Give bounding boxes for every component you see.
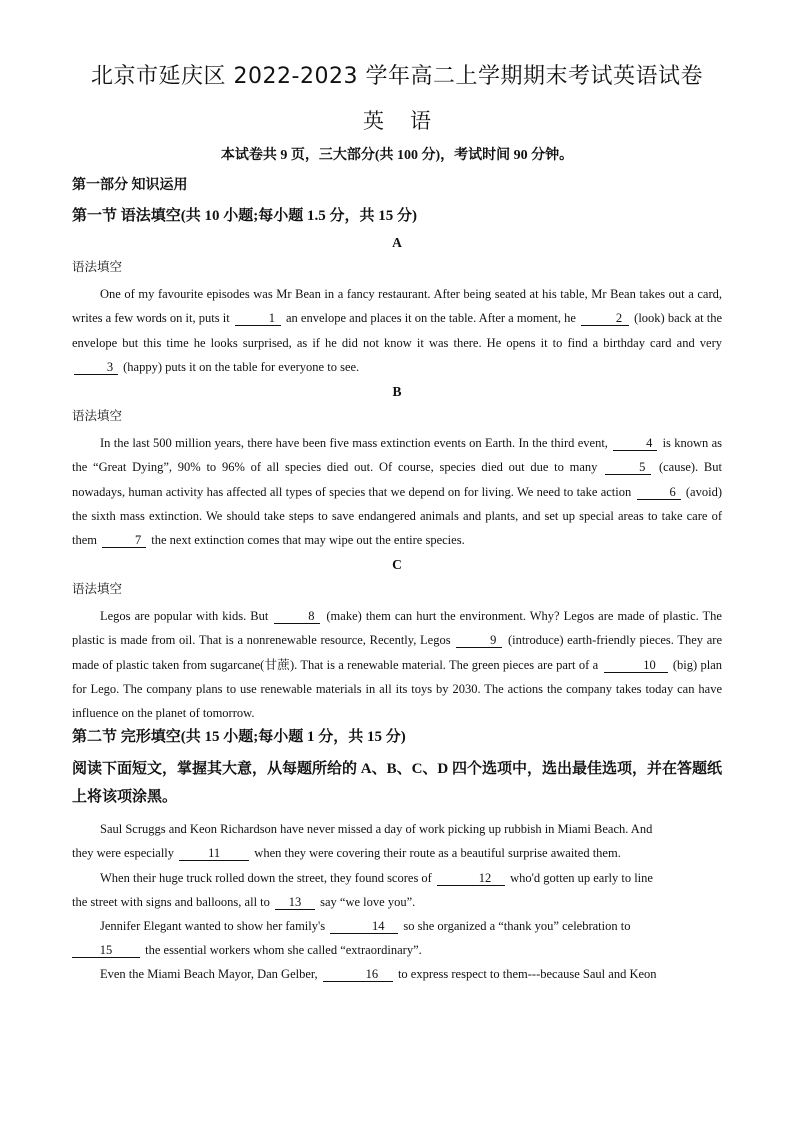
text-segment: (happy) puts it on the table for everyone to see. <box>120 359 360 374</box>
passage-b-text <box>72 431 722 552</box>
answer-blank-15[interactable]: 15 <box>72 943 140 958</box>
text-segment: (introduce) earth-friendly pieces. They are made of plastic taken from sugarcane(甘蔗). That is a renewable material. The green pieces are part of a <box>72 633 722 672</box>
answer-blank-4[interactable]: 4 <box>613 436 657 451</box>
cloze-instruction: 阅读下面短文，掌握其大意，从每题所给的 A、B、C、D 四个选项中，选出最佳选项，并在答题纸上将该项涂黑。 <box>72 761 723 806</box>
text-segment: One of my favourite episodes was Mr Bean in a fancy restaurant. After being seated at his table, Mr Bean takes out a card, writes a few words on it, puts it <box>72 287 722 326</box>
text-segment: when they were covering their route as a beautiful surprise awaited them. <box>251 846 621 861</box>
answer-blank-6[interactable]: 6 <box>637 485 681 500</box>
exam-page <box>72 62 722 987</box>
text-segment: In the last 500 million years, there have been five mass extinction events on Earth. In the third event, <box>100 436 612 451</box>
answer-blank-1[interactable]: 1 <box>235 311 281 326</box>
answer-blank-7[interactable]: 7 <box>102 533 146 548</box>
text-segment: (look) back at the envelope but this time he looks surprised, as if he did not know it was there. He opens it to find a birthday card and very <box>72 311 723 350</box>
subject-title: 英语 <box>363 109 457 133</box>
passage-c-tag: 语法填空 <box>72 581 123 597</box>
part-one-title: 第一部分 知识运用 <box>72 178 188 193</box>
text-segment: Jennifer Elegant wanted to show her family's <box>100 919 329 934</box>
cloze-line: Saul Scruggs and Keon Richardson have never missed a day of work picking up rubbish in Miami Beach. And <box>100 822 653 837</box>
passage-c-label: C <box>392 557 402 573</box>
exam-info: 本试卷共 9 页，三大部分(共 100 分)，考试时间 90 分钟。 <box>220 148 574 163</box>
cloze-line <box>72 914 722 938</box>
answer-blank-14[interactable]: 14 <box>330 919 398 934</box>
cloze-line <box>72 938 722 962</box>
passage-a-text <box>72 282 722 379</box>
text-segment: (cause). But nowadays, human activity has affected all types of species that we depend on for living. We need to take action <box>72 460 722 499</box>
passage-b-label: B <box>392 384 402 400</box>
text-segment: an envelope and places it on the table. After a moment, he <box>282 311 580 326</box>
text-segment: (big) plan for Lego. The company plans to use renewable materials in all its toys by 2030. The actions the company takes today can have influence on the planet of tomorrow. <box>72 657 722 721</box>
answer-blank-12[interactable]: 12 <box>437 871 505 886</box>
passage-b-tag: 语法填空 <box>72 408 123 424</box>
text-segment: who'd gotten up early to line <box>506 870 653 885</box>
text-segment: the street with signs and balloons, all to <box>72 894 274 909</box>
answer-blank-16[interactable]: 16 <box>323 967 393 982</box>
passage-c-text <box>72 604 722 725</box>
passage-a-tag: 语法填空 <box>72 259 123 274</box>
cloze-line <box>72 841 722 865</box>
answer-blank-2[interactable]: 2 <box>581 311 629 326</box>
passage-a-label: A <box>392 235 402 250</box>
answer-blank-8[interactable]: 8 <box>274 609 320 624</box>
answer-blank-11[interactable]: 11 <box>179 846 249 861</box>
text-segment: When their huge truck rolled down the street, they found scores of <box>100 870 435 885</box>
cloze-line <box>72 890 722 914</box>
text-segment: the next extinction comes that may wipe out the entire species. <box>148 533 465 547</box>
text-segment: (avoid) the sixth mass extinction. We should take steps to save endangered animals and plants, and set up special areas to take care of them <box>72 484 722 547</box>
answer-blank-5[interactable]: 5 <box>605 460 651 475</box>
answer-blank-13[interactable]: 13 <box>275 895 315 910</box>
answer-blank-10[interactable]: 10 <box>604 658 668 673</box>
text-segment: to express respect to them---because Saul and Keon <box>394 967 657 982</box>
text-segment: they were especially <box>72 846 178 861</box>
text-segment: is known as the “Great Dying”, 90% to 96% of all species died out. Of course, species died out due to many <box>72 436 722 475</box>
text-segment: the essential workers whom she called “extraordinary”. <box>142 943 422 958</box>
exam-title: 北京市延庆区 2022-2023 学年高二上学期期末考试英语试卷 <box>91 64 703 89</box>
text-segment: say “we love you”. <box>317 894 416 909</box>
text-segment: Even the Miami Beach Mayor, Dan Gelber, <box>100 967 321 982</box>
text-segment: (make) them can hurt the environment. Why? Legos are made of plastic. The plastic is made from oil. That is a nonrenewable resource, Recently, Legos <box>72 609 722 648</box>
answer-blank-9[interactable]: 9 <box>456 633 502 648</box>
section-two-title: 第二节 完形填空(共 15 小题;每小题 1 分，共 15 分) <box>72 729 406 746</box>
answer-blank-3[interactable]: 3 <box>74 360 118 375</box>
cloze-line <box>72 866 722 890</box>
section-one-title: 第一节 语法填空(共 10 小题;每小题 1.5 分，共 15 分) <box>72 208 417 224</box>
cloze-line <box>72 962 722 986</box>
text-segment: so she organized a “thank you” celebration to <box>400 919 631 934</box>
text-segment: Legos are popular with kids. But <box>100 609 273 624</box>
